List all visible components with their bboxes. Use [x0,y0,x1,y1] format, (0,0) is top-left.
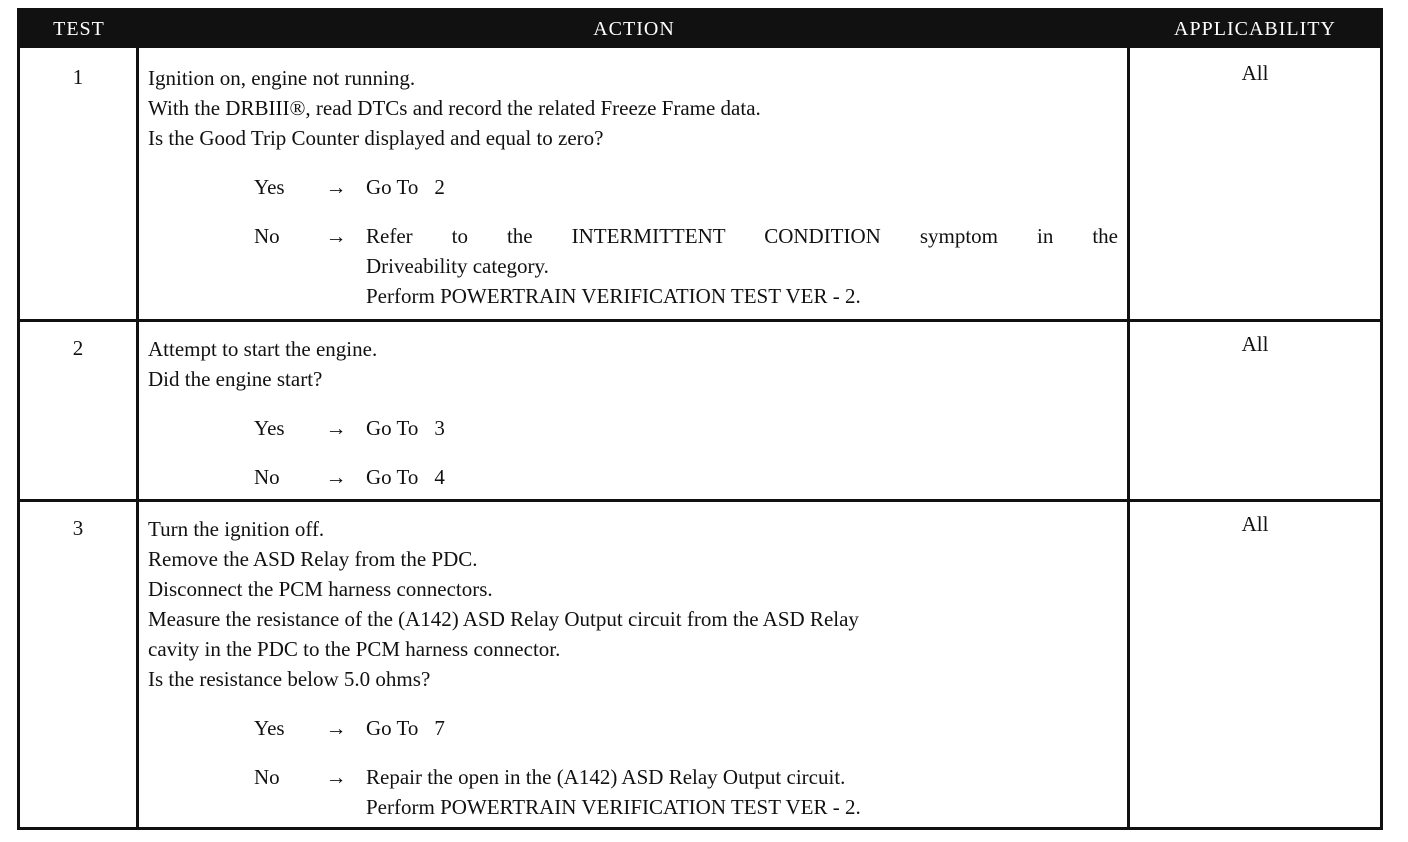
action-line: Ignition on, engine not running. [148,66,416,90]
applicability-value: All [1241,512,1269,536]
action-line: Is the resistance below 5.0 ohms? [148,667,431,691]
no-branch [148,221,1123,311]
action-cell [148,334,1123,492]
no-result [366,221,1118,311]
action-line: Measure the resistance of the (A142) ASD Relay Output circuit from the ASD Relay [148,607,859,631]
arrow-icon: → [325,224,347,248]
no-result-line: Repair the open in the (A142) ASD Relay Output circuit. [366,765,846,789]
action-line: Disconnect the PCM harness connectors. [148,577,493,601]
action-line: cavity in the PDC to the PCM harness connector. [148,637,561,661]
arrow-icon: → [325,716,347,740]
table-row [20,51,1380,319]
yes-result [366,713,1118,743]
no-label: No [254,465,280,489]
applicability-value: All [1241,61,1269,85]
no-branch [148,462,1123,492]
header-test: TEST [53,18,105,40]
goto-text: Go To [366,175,419,199]
goto-number: 7 [434,716,445,740]
yes-label: Yes [254,175,285,199]
yes-branch [148,172,1123,202]
table-header-row [20,11,1380,48]
test-number: 1 [72,65,84,89]
yes-branch [148,713,1123,743]
yes-branch [148,413,1123,443]
applicability-value: All [1241,332,1269,356]
goto-number: 3 [434,416,445,440]
no-result-line: Perform POWERTRAIN VERIFICATION TEST VER - 2. [366,795,861,819]
goto-number: 2 [434,175,445,199]
action-line: Remove the ASD Relay from the PDC. [148,547,478,571]
yes-result [366,413,1118,443]
goto-number: 4 [434,465,445,489]
no-label: No [254,224,280,248]
test-number: 2 [72,336,84,360]
action-line: Did the engine start? [148,367,323,391]
no-label: No [254,765,280,789]
goto-text: Go To [366,465,419,489]
yes-label: Yes [254,716,285,740]
header-applicability: APPLICABILITY [1174,18,1336,40]
no-result-line: Driveability category. [366,254,549,278]
no-result [366,762,1118,822]
header-action: ACTION [593,18,675,40]
action-line: Is the Good Trip Counter displayed and equal to zero? [148,126,604,150]
action-line: Turn the ignition off. [148,517,325,541]
no-result-line: Perform POWERTRAIN VERIFICATION TEST VER - 2. [366,284,861,308]
yes-result [366,172,1118,202]
arrow-icon: → [325,416,347,440]
action-cell [148,63,1123,311]
action-line: With the DRBIII®, read DTCs and record the related Freeze Frame data. [148,96,761,120]
action-line: Attempt to start the engine. [148,337,378,361]
table-row [20,502,1380,830]
arrow-icon: → [325,765,347,789]
arrow-icon: → [325,175,347,199]
diagnostic-test-table [17,8,1383,830]
no-result-line: Refer to the INTERMITTENT CONDITION symptom in the [366,224,1118,248]
arrow-icon: → [325,465,347,489]
test-number: 3 [72,516,84,540]
action-cell [148,514,1123,822]
no-result [366,462,1118,492]
goto-text: Go To [366,716,419,740]
table-row [20,322,1380,499]
goto-text: Go To [366,416,419,440]
no-branch [148,762,1123,822]
yes-label: Yes [254,416,285,440]
